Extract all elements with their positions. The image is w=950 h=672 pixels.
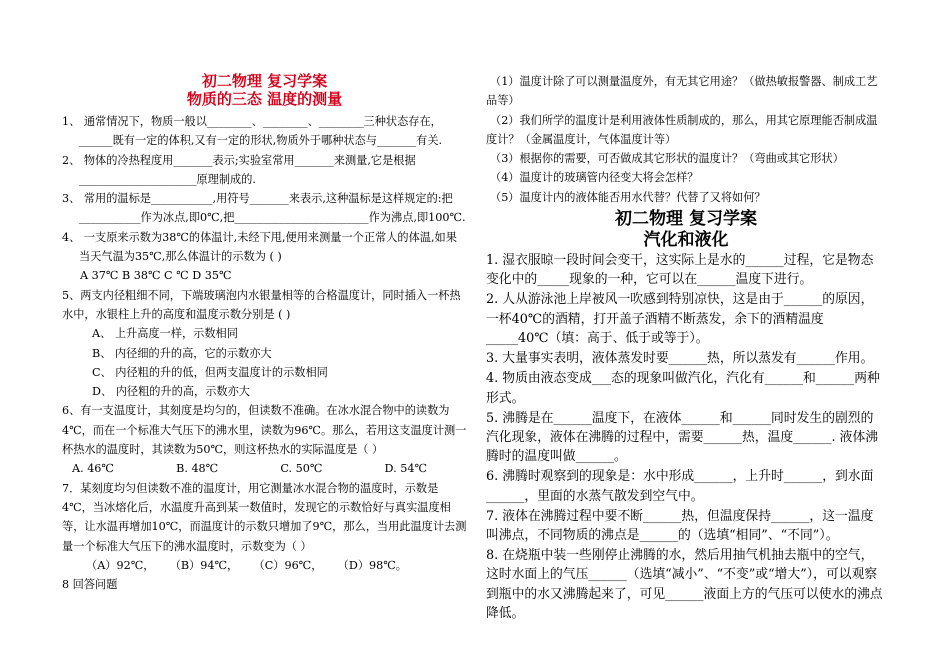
right-column [486,72,886,624]
answer-1: （1）温度计除了可以测量温度外，有无其它用途？（做热敏报警器、制成工艺品等） [486,75,878,108]
question-6-option-d: D. 54℃ [384,462,427,476]
left-column [62,72,467,594]
vapor-question-6: 6. 沸腾时观察到的现象是：水中形成______，上升时______，到水面______，里面的水蒸气散发到空气中。 [486,469,874,504]
question-1: 1、 通常情况下，物质一般以________、________、________三种状态存在，______既有一定的体积,又有一定的形状,物质外于哪种状态与_______有关. [62,115,443,148]
question-7-option-c: （C）96℃， [253,558,323,572]
vapor-question-3: 3. 大量事实表明，液体蒸发时要______热，所以蒸发有______作用。 [486,351,874,367]
vapor-question-1: 1. 湿衣服晾一段时间会变干，这实际上是水的______过程，它是物态变化中的_____现象的一种，它可以在______温度下进行。 [486,253,874,288]
vapor-question-7: 7. 液体在沸腾过程中要不断______热，但温度保持______，这一温度叫沸点，不同物质的沸点是______的（选填“相同”、“不同”）。 [486,508,874,543]
vapor-question-4: 4. 物质由液态变成___态的现象叫做汽化，汽化有______和______两种形式。 [486,371,880,406]
question-6-option-b: B. 48℃ [176,462,219,476]
question-5-option-d: D、 内径粗的升的高，示数亦大 [92,385,250,399]
question-4: 4、 一支原来示数为38℃的体温计,未经下甩,便用来测量一个正常人的体温,如果当天气温为35℃,那么体温计的示数为 ( ) [62,230,457,264]
question-5-option-b: B、 内径细的升的高，它的示数亦大 [92,346,272,360]
question-4-options: A 37℃ B 38℃ C ℃ D 35℃ [80,269,232,283]
answer-4: （4）温度计的玻璃管内径变大将会怎样？ [490,171,699,185]
answer-2: （2）我们所学的温度计是利用液体性质制成的，那么，用其它原理能否制成温度计？（金属温度计，气体温度计等） [486,113,878,146]
question-7-option-a: （A）92℃， [86,558,155,572]
vapor-question-5: 5. 沸腾是在______温度下，在液体______和______同时发生的剧烈的汽化现象，液体在沸腾的过程中，需要______热，温度______. 液体沸腾时的温度叫做______。 [486,410,879,465]
left-title-1: 初二物理 复习学案 [201,72,328,90]
question-3: 3、 常用的温标是___________,用符号_______来表示,这种温标是这样规定的:把___________作为冰点,即0℃,把________________________作为沸点,即100℃. [62,192,466,225]
question-7-option-b: （B）94℃， [169,558,239,572]
question-6-option-a: A. 46℃ [72,462,114,476]
question-6-options [62,459,467,478]
question-7-options [62,556,467,575]
answer-3: （3）根据你的需要，可否做成其它形状的温度计？（弯曲或其它形状） [490,152,844,166]
question-6-option-c: C. 50℃ [280,462,323,476]
vapor-question-2: 2. 人从游泳池上岸被风一吹感到特别凉快，这是由于______的原因，一杯40℃的酒精，打开盖子酒精不断蒸发，余下的酒精温度_____40℃（填：高于、低于或等于）。 [486,292,874,346]
vapor-question-8: 8. 在烧瓶中装一些刚停止沸腾的水，然后用抽气机抽去瓶中的空气，这时水面上的气压______（选填“减小”、“不变”或“增大”），可以观察到瓶中的水又沸腾起来了，可见______液面上方的气压可以使水的沸点降低。 [486,548,883,621]
right-title-2: 汽化和液化 [643,230,729,251]
vaporization-questions [486,251,886,623]
question-5: 5、两支内径粗细不同，下端玻璃泡内水银量相等的合格温度计，同时插入一杯热水中，水银柱上升的高度和温度示数分别是 ( ) [62,288,461,321]
question-7-option-d: （D）98℃。 [337,558,407,572]
question-5-option-c: C、 内径粗的升的低，但两支温度计的示数相同 [92,365,328,379]
left-title-2: 物质的三态 温度的测量 [186,90,343,108]
answer-5: （5）温度计内的液体能否用水代替？代替了又将如何？ [490,190,766,204]
question-5-option-a: A、 上升高度一样，示数相同 [92,327,238,341]
question-8: 8 回答问题 [62,578,118,592]
question-7: 7．某刻度均匀但读数不准的温度计，用它测量冰水混合物的温度时，示数是4℃，当冰熔化后，水温度升高到某一数值时，发现它的示数恰好与真实温度相等，让水温再增加10℃，而温度计的示数只增加了9℃，那么，当用此温度计去测量一个标准大气压下的沸水温度时，示数变为（ ） [62,481,467,553]
right-title-1: 初二物理 复习学案 [615,209,757,230]
question-2: 2、 物体的冷热程度用_______表示;实验室常用_______来测量,它是根据_____________________原理制成的. [62,153,416,186]
question-6: 6、有一支温度计，其刻度是均匀的，但读数不准确。在冰水混合物中的读数为4℃，而在一个标准大气压下的沸水里，读数为96℃。那么，若用这支温度计测一杯热水的温度时，其读数为50℃，则这杯热水的实际温度是（ ） [62,404,467,457]
